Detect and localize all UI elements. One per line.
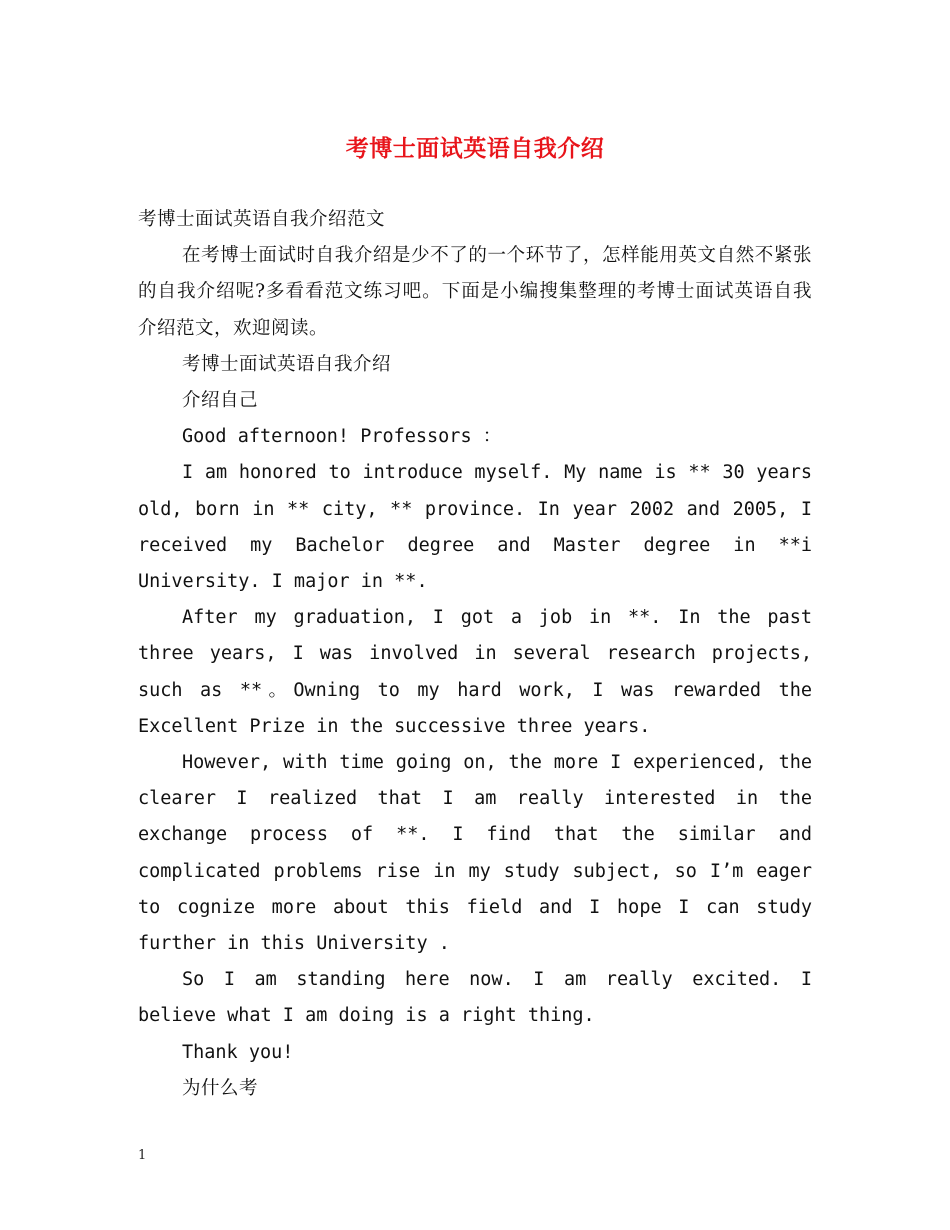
document-body (138, 202, 812, 1107)
document-title: 考博士面试英语自我介绍 (345, 135, 605, 162)
body-paragraph: I am honored to introduce myself. My name is ** 30 years old, born in ** city, ** province. In year 2002 and 2005, I received my Bachelor degree and Master degree in **i University. I major in **. (138, 462, 812, 593)
greeting-paragraph: Good afternoon! Professors ： (182, 426, 502, 448)
subsection-heading: 为什么考 (182, 1077, 259, 1099)
body-paragraph: After my graduation, I got a job in **. In the past three years, I was involved in several research projects, such as **。Owning to my hard work, I was rewarded the Excellent Prize in the successive three years. (138, 607, 812, 737)
intro-paragraph: 在考博士面试时自我介绍是少不了的一个环节了，怎样能用英文自然不紧张的自我介绍呢?多看看范文练习吧。下面是小编搜集整理的考博士面试英语自我介绍范文，欢迎阅读。 (138, 245, 812, 339)
closing-paragraph: Thank you! (182, 1041, 294, 1063)
page-number: 1 (138, 1148, 147, 1163)
subsection-heading: 介绍自己 (182, 390, 259, 412)
section-heading: 考博士面试英语自我介绍 (182, 353, 392, 375)
body-paragraph: So I am standing here now. I am really excited. I believe what I am doing is a right thing. (138, 969, 812, 1027)
subtitle-paragraph: 考博士面试英语自我介绍范文 (138, 209, 386, 230)
body-paragraph: However, with time going on, the more I experienced, the clearer I realized that I am really interested in the exchange process of **. I find that the similar and complicated problems rise in my study subject, so I’m eager to cognize more about this field and I hope I can study further in this University . (138, 752, 812, 955)
